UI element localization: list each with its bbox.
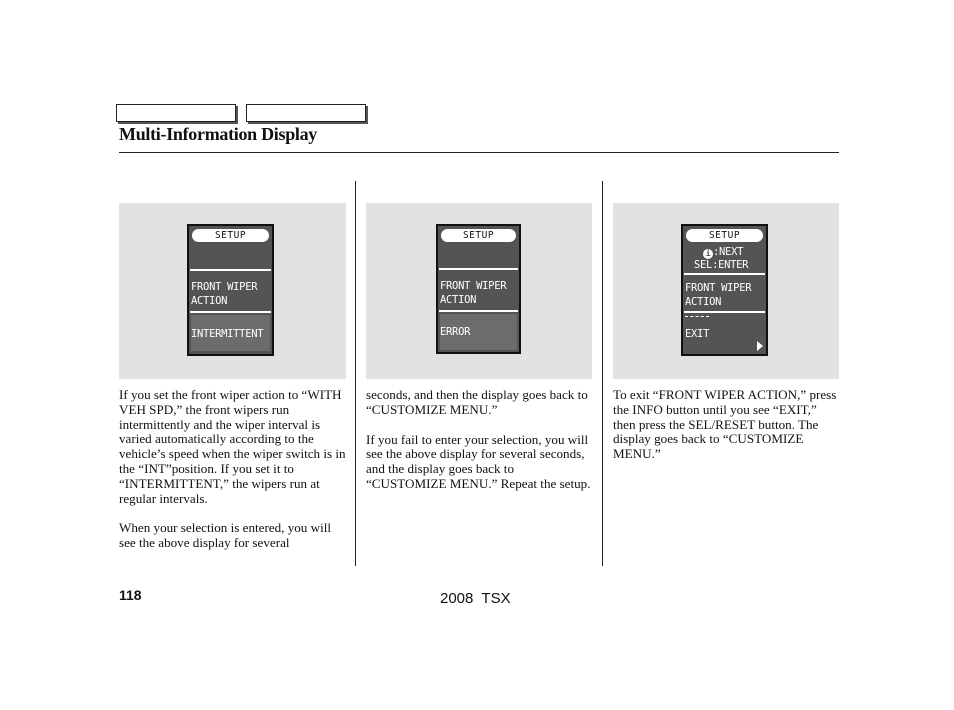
screen-hint-enter: SEL:ENTER [694, 259, 749, 271]
screen-separator [190, 311, 271, 313]
setup-header: SETUP [441, 229, 516, 242]
display-illustration-intermittent [119, 203, 346, 379]
mid-screen [681, 224, 768, 356]
page-title: Multi-Information Display [119, 124, 318, 144]
display-illustration-error [366, 203, 592, 379]
screen-line-1: FRONT WIPER [685, 282, 752, 294]
screen-selected-value: INTERMITTENT [191, 328, 264, 340]
screen-line-2: ACTION [440, 294, 477, 306]
screen-line-1: FRONT WIPER [440, 280, 507, 292]
screen-line-1: FRONT WIPER [191, 281, 258, 293]
screen-line-2: ACTION [191, 295, 228, 307]
setup-header: SETUP [686, 229, 763, 242]
mid-screen [187, 224, 274, 356]
paragraph: When your selection is entered, you will see the above display for several [119, 520, 331, 551]
page-number: 118 [119, 587, 142, 603]
column-divider-2 [602, 181, 603, 566]
hint-next-text: :NEXT [713, 246, 744, 258]
nav-tab-box-1 [116, 104, 236, 122]
arrow-right-icon [757, 341, 763, 351]
screen-separator [439, 310, 518, 312]
screen-selected-value: EXIT [685, 328, 710, 340]
footer-model: 2008 TSX [440, 590, 511, 607]
nav-tab-box-2 [246, 104, 366, 122]
paragraph: If you set the front wiper action to “WITH VEH SPD,” the front wipers run intermittently and the wiper interval is varied automatically according to the vehicle’s speed when the wiper switch is in the “INT”position. If you set it to “INTERMITTENT,” the wipers run at regular intervals. [119, 387, 346, 506]
title-divider [119, 152, 839, 153]
screen-separator [190, 269, 271, 271]
paragraph: seconds, and then the display goes back to “CUSTOMIZE MENU.” [366, 387, 588, 417]
column-divider-1 [355, 181, 356, 566]
screen-selected-value: ERROR [440, 326, 471, 338]
screen-separator [684, 273, 765, 275]
screen-separator [439, 268, 518, 270]
screen-separator [684, 311, 765, 313]
info-icon: i [703, 249, 713, 259]
column-3-text [613, 388, 839, 462]
screen-line-2: ACTION [685, 296, 722, 308]
screen-hint-next [703, 246, 743, 259]
scroll-marker-icon [685, 316, 709, 320]
column-2-text [366, 388, 596, 492]
column-1-text [119, 388, 347, 551]
mid-screen [436, 224, 521, 354]
paragraph: To exit “FRONT WIPER ACTION,” press the INFO button until you see “EXIT,” then press the SEL/RESET button. The display goes back to “CUSTOMIZE MENU.” [613, 387, 837, 462]
paragraph: If you fail to enter your selection, you will see the above display for several seconds, and the display goes back to “CUSTOMIZE MENU.” Repeat the setup. [366, 431, 591, 491]
display-illustration-exit [613, 203, 839, 379]
setup-header: SETUP [192, 229, 269, 242]
